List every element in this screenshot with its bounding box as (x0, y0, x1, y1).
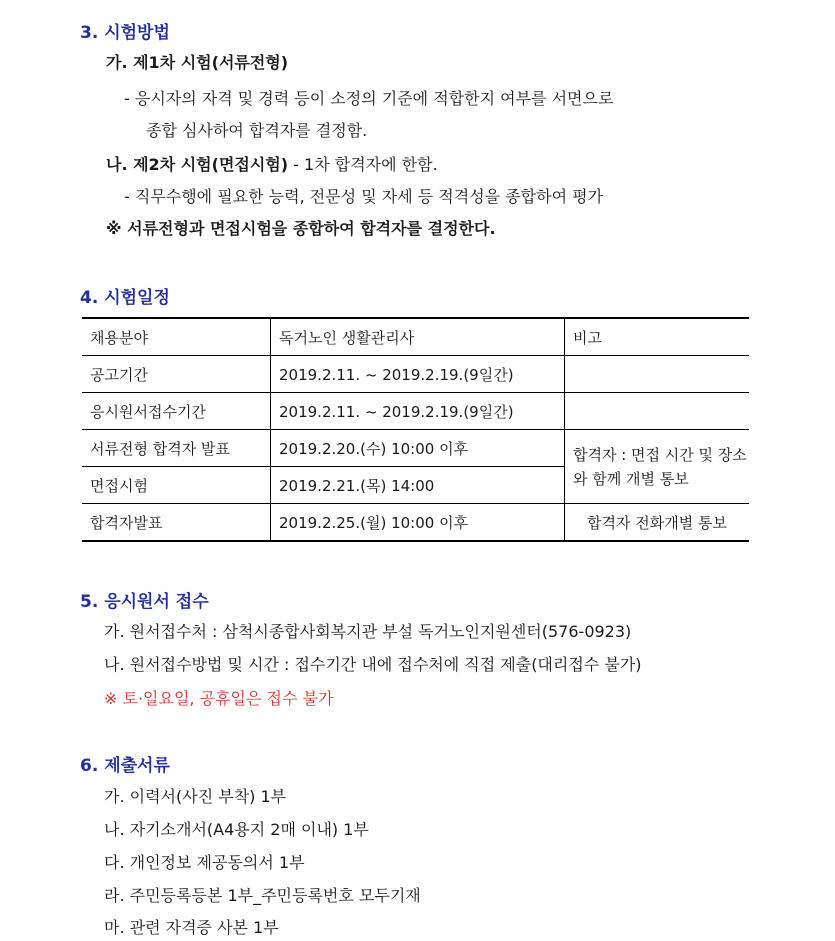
first-exam-desc-2: 종합 심사하여 합격자를 결정함. (146, 121, 368, 140)
merged-note-cell: 합격자 : 면접 시간 및 장소와 함께 개별 통보 (565, 430, 750, 504)
table-row (82, 430, 749, 467)
selection-note: ※ 서류전형과 면접시험을 종합하여 합격자를 결정한다. (106, 219, 496, 238)
section-6-heading: 6. 제출서류 (80, 756, 170, 776)
document-item: 다. 개인정보 제공동의서 1부 (104, 853, 305, 872)
section-4-heading: 4. 시험일정 (80, 288, 170, 308)
second-exam-desc: - 직무수행에 필요한 능력, 전문성 및 자세 등 적격성을 종합하여 평가 (124, 187, 604, 206)
application-warning: ※ 토·일요일, 공휴일은 접수 불가 (104, 689, 334, 708)
header-cell: 비고 (565, 318, 750, 356)
second-exam-line (106, 152, 438, 175)
second-exam-title: 나. 제2차 시험(면접시험) (106, 155, 289, 174)
table-cell-empty (565, 356, 750, 393)
application-place: 가. 원서접수처 : 삼척시종합사회복지관 부설 독거노인지원센터(576-0923) (104, 622, 632, 641)
table-row (82, 356, 749, 393)
document-item: 라. 주민등록등본 1부_주민등록번호 모두기재 (104, 886, 421, 905)
header-cell: 독거노인 생활관리사 (271, 318, 565, 356)
document-item: 나. 자기소개서(A4용지 2매 이내) 1부 (104, 820, 369, 839)
schedule-table (82, 317, 749, 542)
table-cell-empty (565, 393, 750, 430)
table-cell: 면접시험 (82, 467, 271, 504)
document-item: 마. 관련 자격증 사본 1부 (104, 918, 279, 937)
document-item: 가. 이력서(사진 부착) 1부 (104, 787, 287, 806)
section-5-heading: 5. 응시원서 접수 (80, 592, 209, 612)
table-cell: 2019.2.21.(목) 14:00 (271, 467, 565, 504)
table-cell: 합격자발표 (82, 504, 271, 542)
application-method: 나. 원서접수방법 및 시간 : 접수기간 내에 접수처에 직접 제출(대리접수 불가) (104, 655, 642, 674)
section-3-heading: 3. 시험방법 (80, 23, 170, 43)
last-note-cell: 합격자 전화개별 통보 (565, 504, 750, 542)
second-exam-suffix: - 1차 합격자에 한함. (288, 155, 438, 174)
first-exam-title: 가. 제1차 시험(서류전형) (106, 53, 289, 72)
table-row (82, 393, 749, 430)
header-cell: 채용분야 (82, 318, 271, 356)
table-cell: 2019.2.11. ~ 2019.2.19.(9일간) (271, 393, 565, 430)
table-cell: 2019.2.25.(월) 10:00 이후 (271, 504, 565, 542)
table-cell: 공고기간 (82, 356, 271, 393)
table-header-row (82, 318, 749, 356)
table-cell: 응시원서접수기간 (82, 393, 271, 430)
table-cell: 2019.2.11. ~ 2019.2.19.(9일간) (271, 356, 565, 393)
first-exam-desc-1: - 응시자의 자격 및 경력 등이 소정의 기준에 적합한지 여부를 서면으로 (124, 89, 614, 108)
table-row (82, 504, 749, 542)
table-cell: 2019.2.20.(수) 10:00 이후 (271, 430, 565, 467)
table-cell: 서류전형 합격자 발표 (82, 430, 271, 467)
